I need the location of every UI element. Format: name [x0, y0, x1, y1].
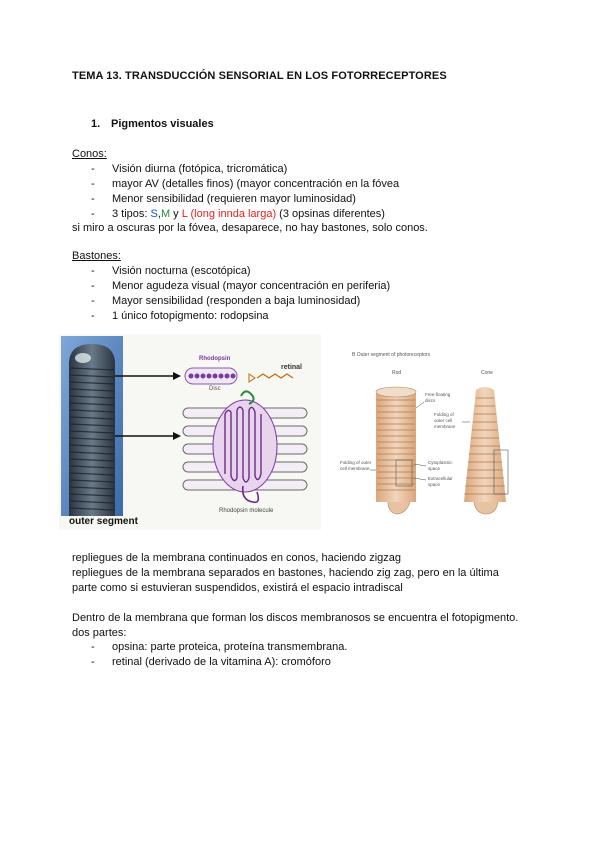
rhodopsin-molecule-label: Rhodopsin molecule — [219, 508, 274, 514]
photoreceptor-diagram — [330, 346, 538, 530]
rhodopsin-label: Rhodopsin — [199, 356, 231, 362]
bastones-item: - 1 único fotopigmento: rodopsina — [91, 310, 269, 322]
paragraph-line: dos partes: — [72, 627, 127, 639]
tipo-l: L (long innda larga) — [181, 208, 277, 220]
section-number: 1. — [91, 118, 101, 130]
paragraph-line: parte como si estuvieran suspendidos, existirá el espacio intradiscal — [72, 582, 403, 594]
conos-item: - Menor sensibilidad (requieren mayor luminosidad) — [91, 193, 356, 205]
tipo-s: S — [150, 208, 158, 220]
rod-label: Rod — [392, 370, 402, 376]
rod-folding-label: Folding of outer cell membrane — [340, 460, 372, 471]
partes-item-text: retinal (derivado de la vitamina A): cromóforo — [112, 656, 331, 668]
tipo-y: y — [170, 208, 182, 220]
paragraph-line: repliegues de la membrana continuados en conos, haciendo zigzag — [72, 552, 401, 564]
outer-segment-caption: outer segment — [69, 516, 138, 527]
partes-item-text: opsina: parte proteica, proteína transmembrana. — [112, 641, 348, 653]
bastones-item: - Mayor sensibilidad (responden a baja luminosidad) — [91, 295, 361, 307]
bastones-item-text: Menor agudeza visual (mayor concentración en periferia) — [112, 280, 391, 292]
rhodopsin-figure — [59, 334, 321, 530]
conos-item-tipos: - 3 tipos: S,M y L (long innda larga) (3 opsinas diferentes) — [91, 208, 385, 220]
conos-note: si miro a oscuras por la fóvea, desaparece, no hay bastones, solo conos. — [72, 222, 428, 234]
bastones-heading: Bastones: — [72, 250, 121, 262]
bastones-item-text: Mayor sensibilidad (responden a baja luminosidad) — [112, 295, 361, 307]
conos-item: - mayor AV (detalles finos) (mayor concentración en la fóvea — [91, 178, 400, 190]
disc-label: Disc — [209, 386, 221, 392]
paragraph-line: Dentro de la membrana que forman los discos membranosos se encuentra el fotopigmento. — [72, 612, 519, 624]
photoreceptor-figure-title: B Outer segment of photoreceptors — [352, 352, 431, 358]
tipos-suffix: (3 opsinas diferentes) — [276, 208, 385, 220]
tipo-m: M — [160, 208, 171, 220]
conos-item: - Visión diurna (fotópica, tricromática) — [91, 163, 288, 175]
paragraph-line: repliegues de la membrana separados en bastones, haciendo zig zag, pero en la última — [72, 567, 499, 579]
conos-heading: Conos: — [72, 148, 107, 160]
page-title: TEMA 13. TRANSDUCCIÓN SENSORIAL EN LOS FOTORRECEPTORES — [72, 70, 447, 82]
section-title: Pigmentos visuales — [111, 118, 214, 130]
cone-label: Cone — [481, 370, 493, 376]
section-heading — [91, 118, 214, 130]
conos-item-text: Menor sensibilidad (requieren mayor luminosidad) — [112, 193, 356, 205]
free-discs-label: Free-floating discs — [425, 392, 451, 403]
tipo-comma: , — [157, 208, 161, 220]
retinal-label: retinal — [281, 364, 303, 371]
photoreceptor-figure — [330, 346, 538, 530]
bastones-item: - Menor agudeza visual (mayor concentración en periferia) — [91, 280, 391, 292]
bastones-item: - Visión nocturna (escotópica) — [91, 265, 251, 277]
extracellular-label: Extracellular space — [428, 476, 453, 487]
bastones-item-text: Visión nocturna (escotópica) — [112, 265, 251, 277]
conos-item-text: Visión diurna (fotópica, tricromática) — [112, 163, 288, 175]
tipos-prefix: 3 tipos: — [112, 208, 151, 220]
partes-item: - opsina: parte proteica, proteína transmembrana. — [91, 641, 348, 653]
partes-item: - retinal (derivado de la vitamina A): cromóforo — [91, 656, 331, 668]
cytoplasmic-label: Cytoplasmic space — [428, 460, 453, 471]
conos-item-text: mayor AV (detalles finos) (mayor concentración en la fóvea — [112, 178, 400, 190]
bastones-item-text: 1 único fotopigmento: rodopsina — [112, 310, 269, 322]
cone-folding-label: Folding of outer cell membrane — [434, 412, 456, 429]
